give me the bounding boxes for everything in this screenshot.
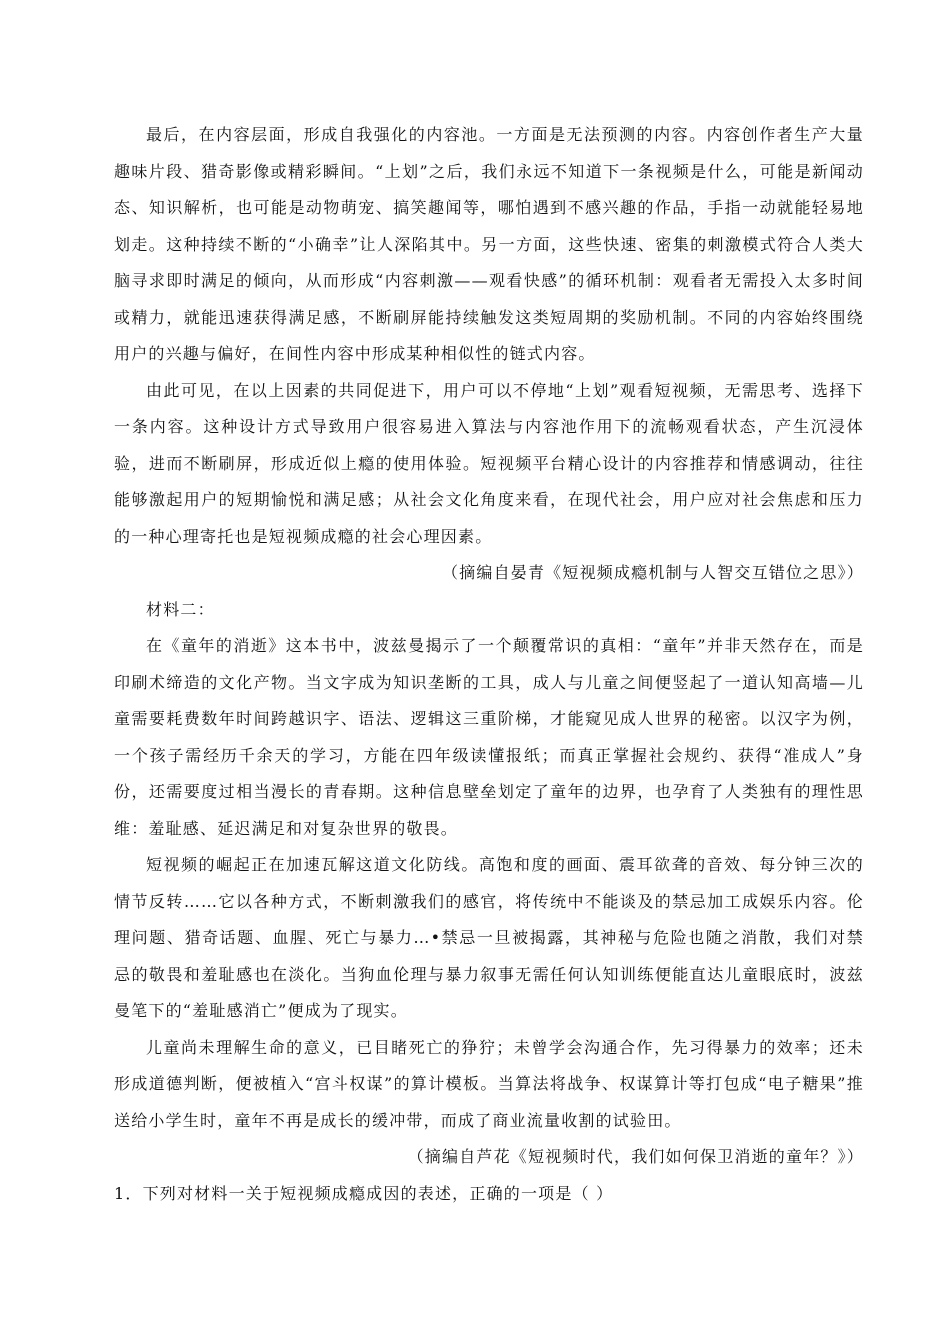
document-body	[114, 117, 864, 1212]
material-two-paragraph-3: 儿童尚未理解生命的意义，已目睹死亡的狰狞；未曾学会沟通合作，先习得暴力的效率；还未形成道德判断，便被植入“宫斗权谋”的算计模板。当算法将战争、权谋算计等打包成“电子糖果”推送给小学生时，童年不再是成长的缓冲带，而成了商业流量收割的试验田。	[114, 1037, 864, 1130]
material-one-paragraph-1: 最后，在内容层面，形成自我强化的内容池。一方面是无法预测的内容。内容创作者生产大量趣味片段、猎奇影像或精彩瞬间。“上划”之后，我们永远不知道下一条视频是什么，可能是新闻动态、知识解析，也可能是动物萌宠、搞笑趣闻等，哪怕遇到不感兴趣的作品，手指一动就能轻易地划走。这种持续不断的“小确幸”让人深陷其中。另一方面，这些快速、密集的刺激模式符合人类大脑寻求即时满足的倾向，从而形成“内容刺激——观看快感”的循环机制：观看者无需投入太多时间或精力，就能迅速获得满足感，不断刷屏能持续触发这类短周期的奖励机制。不同的内容始终围绕用户的兴趣与偏好，在间性内容中形成某种相似性的链式内容。	[114, 125, 864, 363]
material-two-paragraph-1: 在《童年的消逝》这本书中，波兹曼揭示了一个颠覆常识的真相：“童年”并非天然存在，而是印刷术缔造的文化产物。当文字成为知识垄断的工具，成人与儿童之间便竖起了一道认知高墙—儿童需要耗费数年时间跨越识字、语法、逻辑这三重阶梯，才能窥见成人世界的秘密。以汉字为例，一个孩子需经历千余天的学习，方能在四年级读懂报纸；而真正掌握社会规约、获得“准成人”身份，还需要度过相当漫长的青春期。这种信息壁垒划定了童年的边界，也孕育了人类独有的理性思维：羞耻感、延迟满足和对复杂世界的敬畏。	[114, 636, 864, 838]
material-two-paragraph-2: 短视频的崛起正在加速瓦解这道文化防线。高饱和度的画面、震耳欲聋的音效、每分钟三次的情节反转……它以各种方式，不断刺激我们的感官，将传统中不能谈及的禁忌加工成娱乐内容。伦理问题、猎奇话题、血腥、死亡与暴力…•禁忌一旦被揭露，其神秘与危险也随之消散，我们对禁忌的敬畏和羞耻感也在淡化。当狗血伦理与暴力叙事无需任何认知训练便能直达儿童眼底时，波兹曼笔下的“羞耻感消亡”便成为了现实。	[114, 855, 864, 1020]
material-one-source: （摘编自晏青《短视频成瘾机制与人智交互错位之思》）	[441, 563, 864, 582]
material-one-paragraph-2: 由此可见，在以上因素的共同促进下，用户可以不停地“上划”观看短视频，无需思考、选择下一条内容。这种设计方式导致用户很容易进入算法与内容池作用下的流畅观看状态，产生沉浸体验，进而不断刷屏，形成近似上瘾的使用体验。短视频平台精心设计的内容推荐和情感调动，往往能够激起用户的短期愉悦和满足感；从社会文化角度来看，在现代社会，用户应对社会焦虑和压力的一种心理寄托也是短视频成瘾的社会心理因素。	[114, 380, 864, 546]
material-two-label: 材料二：	[146, 599, 215, 619]
question-1: 1．下列对材料一关于短视频成瘾成因的表述，正确的一项是（ ）	[114, 1183, 614, 1203]
material-two-source: （摘编自芦花《短视频时代，我们如何保卫消逝的童年？》）	[407, 1147, 864, 1166]
